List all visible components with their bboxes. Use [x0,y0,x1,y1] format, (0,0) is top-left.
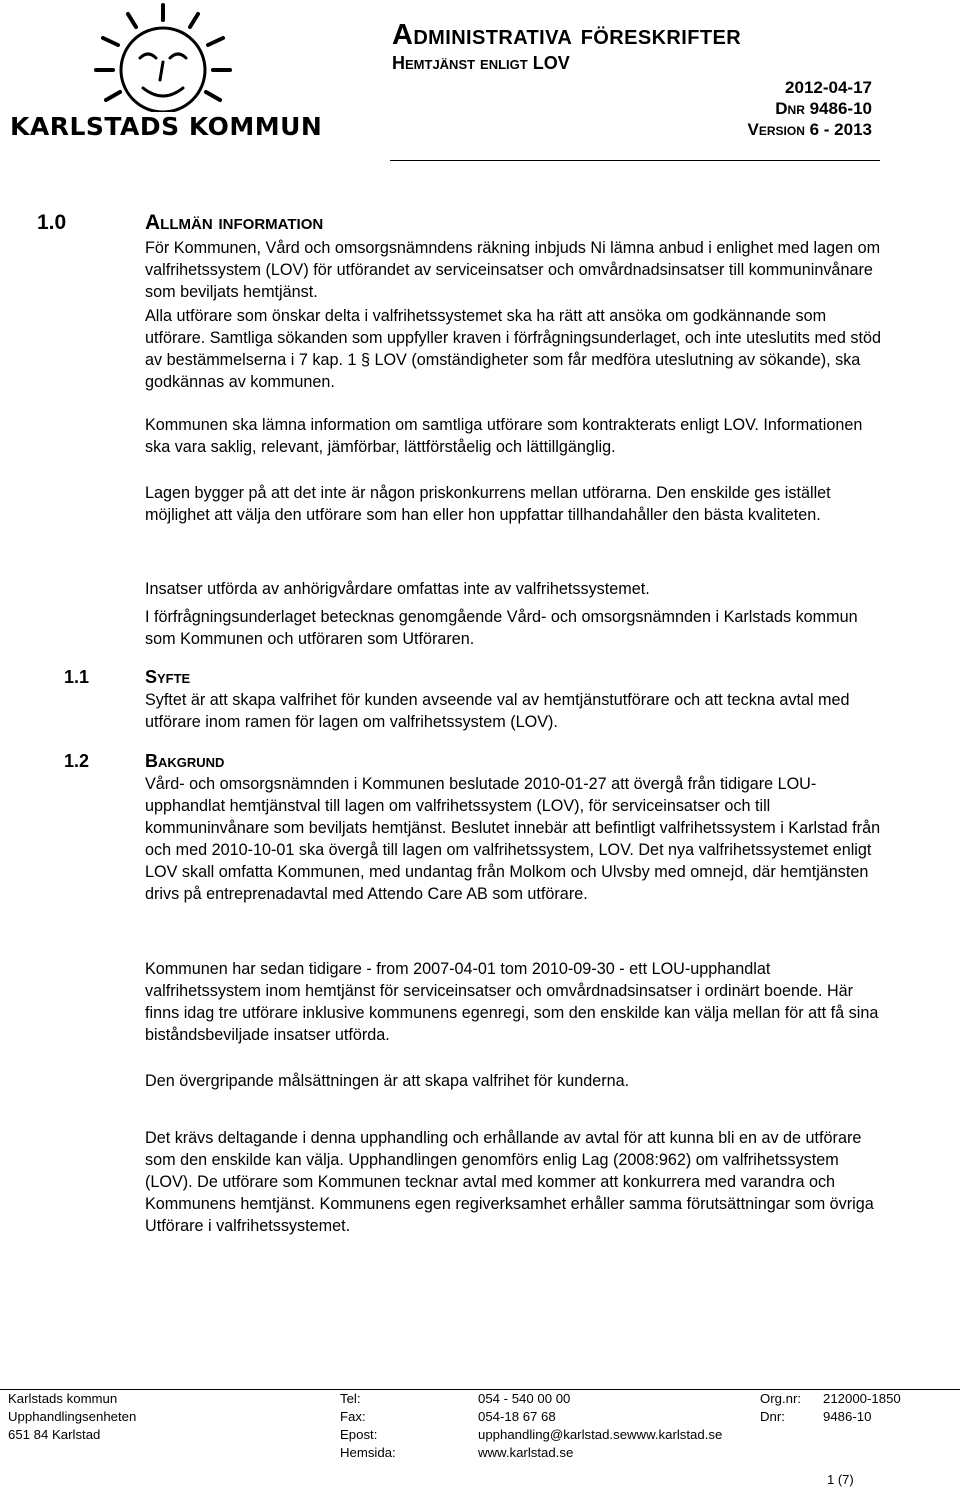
logo-text: KARLSTADS KOMMUN [10,112,323,141]
section-1-0-para-4: Lagen bygger på att det inte är någon priskonkurrens mellan utförarna. Den enskilde ges istället möjlighet att välja den utförare som han eller hon uppfattar tillhandahåller den bästa kvaliteten. [145,484,831,524]
footer-right-labels: Org.nr: Dnr: [760,1391,802,1424]
karlstad-logo [10,0,323,141]
document-subtitle: Hemtjänst enligt LOV [392,53,570,73]
sun-logo-icon [88,0,238,112]
document-date: 2012-04-17 [785,78,872,97]
footer-phone: 054 - 540 00 00 [478,1391,571,1406]
section-1-2-para-2: Kommunen har sedan tidigare - from 2007-04-01 tom 2010-09-30 - ett LOU-upphandlat valfrihetssystem inom hemtjänst för serviceinsatser och omvårdnadsinsatser i ordinärt boende. Här finns idag tre utförare inklusive kommunens egenregi, som den enskilde kan välja mellan för att få sina biståndsbeviljade insatser utförda. [145,960,879,1044]
section-1-2-para-4: Det krävs deltagande i denna upphandling och erhållande av avtal för att kunna bli en av de utförare som den enskilde kan välja. Upphandlingen genomförs enlig Lag (2008:962) om valfrihetssystem (LOV). De utförare som Kommunen tecknar avtal med kommer att konkurrera med varandra och Kommunens hemtjänst. Kommunens egen regiverksamhet erhåller samma förutsättningar som övriga Utförare i valfrihetssystemet. [145,1129,874,1235]
section-1-0-para-5: Insatser utförda av anhörigvårdare omfattas inte av valfrihetssystemet. [145,580,650,598]
section-1-0-para-1: För Kommunen, Vård och omsorgsnämndens räkning inbjuds Ni lämna anbud i enlighet med lagen om valfrihetssystem (LOV) för utförandet av serviceinsatser och omvårdnadsinsatser till kommuninvånare som beviljats hemtjänst. [145,239,881,301]
section-1-0-para-2: Alla utförare som önskar delta i valfrihetssystemet ska ha rätt att ansöka om godkännande som utförare. Samtliga sökanden som uppfyller kraven i förfrågningsunderlaget, och inte uteslutits med stöd av bestämmelserna i 7 kap. 1 § LOV (omständigheter som får medföra uteslutning av sökande), ska godkännas av kommunen. [145,307,882,391]
footer-fax: 054-18 67 68 [478,1409,556,1424]
section-1-0-para-6: I förfrågningsunderlaget betecknas genomgående Vård- och omsorgsnämnden i Karlstads kommun som Kommunen och utföraren som Utföraren. [145,608,858,648]
footer-contact-labels: Tel: Fax: Epost: Hemsida: [340,1391,396,1460]
page-number: 1 (7) [827,1472,854,1487]
section-1-0-para-3: Kommunen ska lämna information om samtliga utförare som kontrakterats enligt LOV. Informationen ska vara saklig, relevant, jämförbar, lättförståelig och lättillgänglig. [145,416,863,456]
document-title: Administrativa föreskrifter [392,19,742,51]
document-version: Version 6 - 2013 [747,120,872,139]
footer-right-values: 212000-1850 9486-10 [823,1391,901,1424]
document-dnr: Dnr 9486-10 [775,99,872,118]
section-1-2-para-3: Den övergripande målsättningen är att skapa valfrihet för kunderna. [145,1072,630,1090]
document-header [392,18,882,74]
section-1-2-para-1: Vård- och omsorgsnämnden i Kommunen beslutade 2010-01-27 att övergå från tidigare LOU-upphandlat hemtjänstval till lagen om valfrihetssystem (LOV), för serviceinsatser och till kommuninvånare som beviljats hemtjänst. Beslutet innebär att befintligt valfrihetssystem i Karlstad från och med 2010-10-01 ska övergå till lagen om valfrihetssystem, LOV. Det nya valfrihetssystemet enligt LOV skall omfatta Kommunen, med undantag från Molkom och Ulvsby med omnejd, där hemtjänsten drivs på entreprenadavtal med Attendo Care AB som utförare. [145,775,881,903]
footer-website-link[interactable]: www.karlstad.se [478,1445,574,1460]
footer-contact-values [478,1390,722,1462]
section-1-1-para-1: Syftet är att skapa valfrihet för kunden avseende val av hemtjänstutförare och att teckna avtal med utförare inom ramen för lagen om valfrihetssystem (LOV). [145,691,850,731]
footer-email-link[interactable]: upphandling@karlstad.sewww.karlstad.se [478,1427,723,1442]
footer-org: Karlstads kommun Upphandlingsenheten 651 84 Karlstad [8,1391,137,1442]
document-meta [748,77,872,140]
header-divider [390,160,880,161]
